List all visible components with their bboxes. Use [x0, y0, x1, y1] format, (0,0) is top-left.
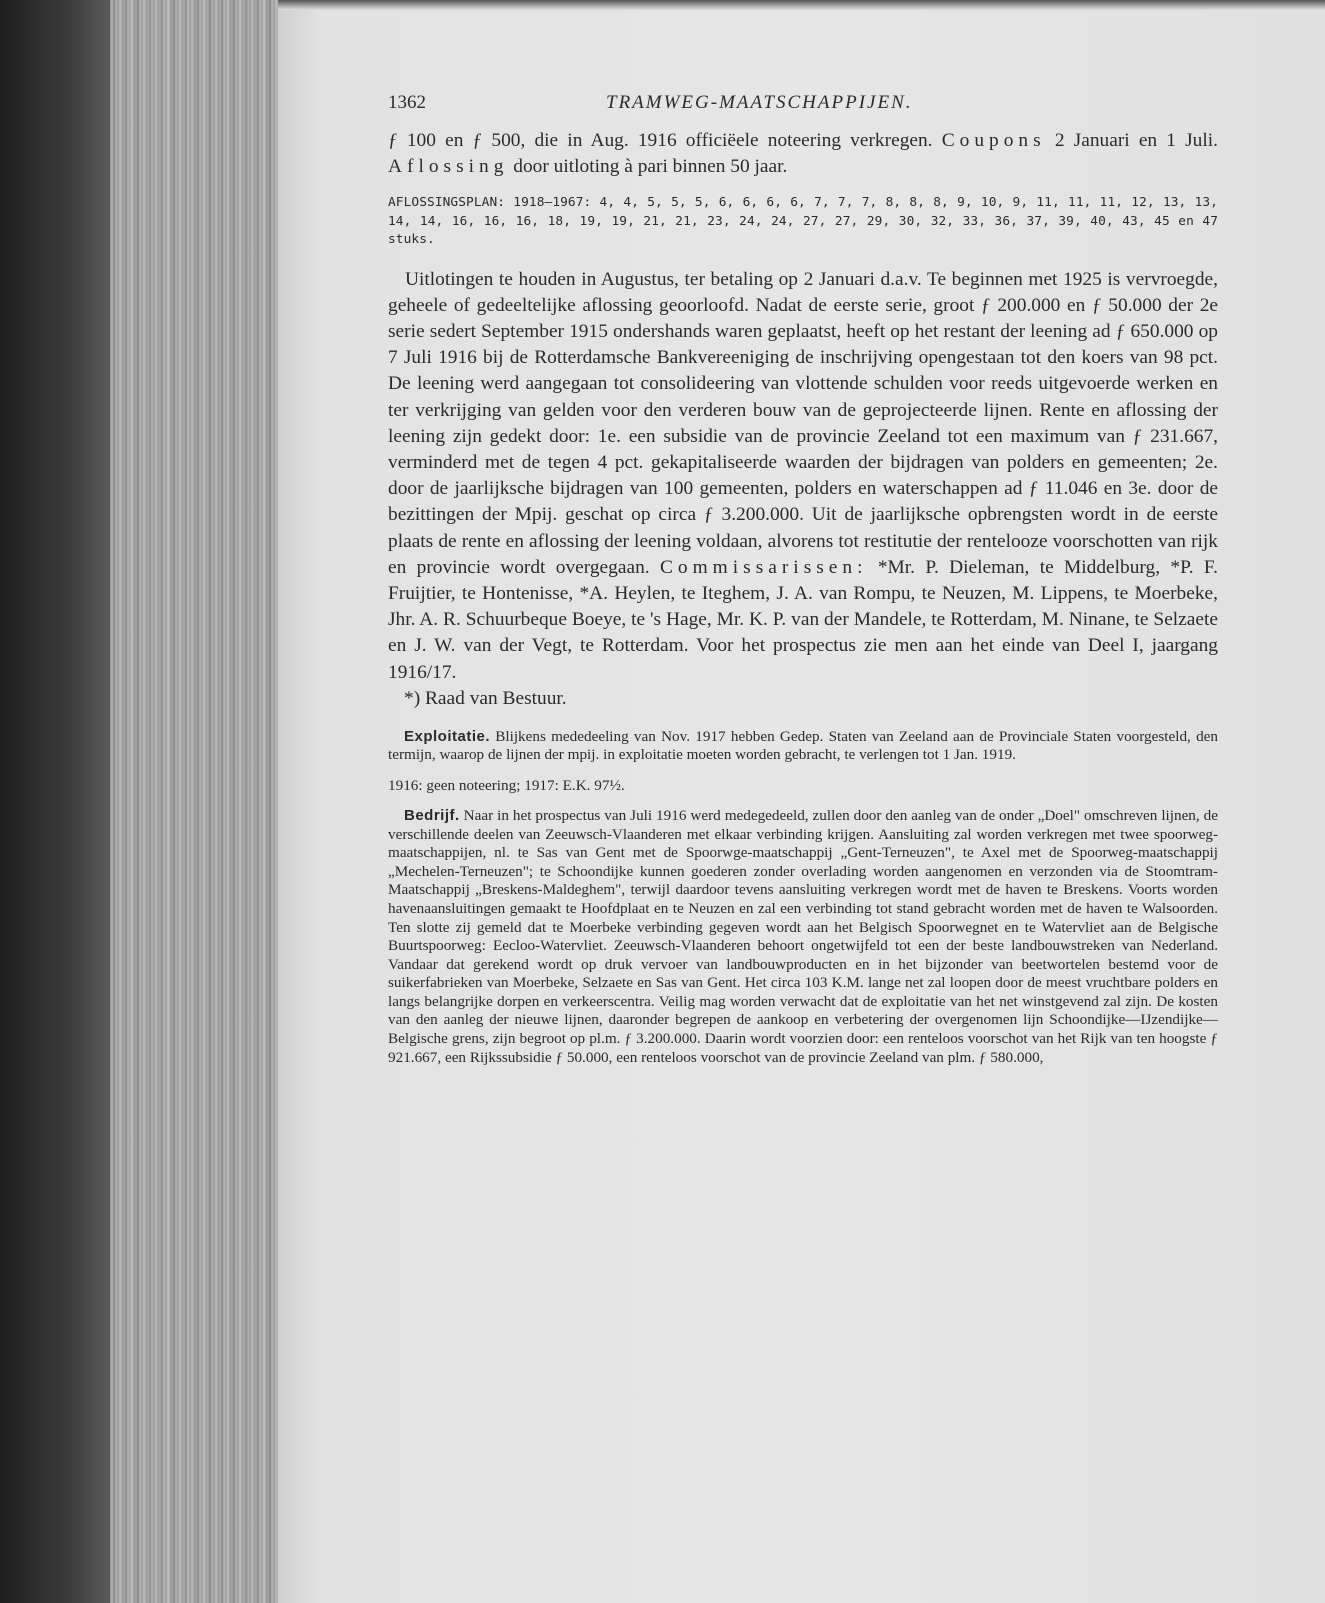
page-content	[388, 92, 1218, 1067]
intro-paragraph	[388, 128, 1218, 180]
bedrijf-title: Bedrijf.	[404, 806, 460, 824]
book-page	[278, 0, 1325, 1603]
aflossing-label: Aflossing	[388, 156, 509, 177]
intro-text-2: 2 Januari en 1 Juli.	[1054, 130, 1218, 151]
commissarissen-text: *Mr. P. Dieleman, te Middelburg, *P. F. Fruijtier, te Hontenisse, *A. Heylen, te Iteghem, J. A. van Rompu, te Neuzen, M. Lippens, te Moerbeke, Jhr. A. R. Schuurbeque Boeye, te 's Hage, Mr. K. P. van der Mandele, te Rotterdam, M. Ninane, te Selzaete en J. W. van der Vegt, te Rotterdam. Voor het prospectus zie men aan het einde van Deel I, jaargang 1916/17.	[388, 556, 1218, 683]
bedrijf-text: Naar in het prospectus van Juli 1916 werd medegedeeld, zullen door den aanleg van de onder „Doel" omschreven lijnen, de verschillende deelen van Zeeuwsch-Vlaanderen met elkaar verbinding krijgen. Aansluiting zal worden verkregen met twee spoorweg-maatschappijen, nl. te Sas van Gent met de Spoorwge-maatschappij „Gent-Terneuzen", te Axel met de Spoorweg-maatschappij „Mechelen-Terneuzen"; te Schoondijke kunnen goederen zonder overlading worden aangenomen en verzonden via de Stoomtram-Maatschappij „Breskens-Maldeghem", terwijl daardoor tevens aansluiting verkregen wordt met de haven te Breskens. Voorts worden havenaansluitingen gemaakt te Hoofdplaat en te Neuzen en zal een verbinding tot stand gebracht worden met de haven te Walsoorden. Ten slotte zij gemeld dat te Moerbeke verbinding gegeven wordt aan het Belgisch Spoorwegnet en te Watervliet aan de Belgische Buurtspoorweg: Eecloo-Watervliet. Zeeuwsch-Vlaanderen behoort ongetwijfeld tot een der beste landbouwstreken van Nederland. Vandaar dat gerekend wordt op druk vervoer van landbouwproducten en in het bijzonder van beetwortelen bestemd voor de suikerfabrieken van Moerbeke, Selzaete en Sas van Gent. Het circa 103 K.M. lange net zal loopen door de meest vruchtbare polders en langs belangrijke dorpen en verkeerscentra. Veilig mag worden verwacht dat de exploitatie van het net winstgevend zal zijn. De kosten van den aanleg der nieuwe lijnen, daaronder begrepen de aankoop en verbetering der overgenomen lijn Schoondijke—IJzendijke—Belgische grens, zijn begroot op pl.m. ƒ 3.200.000. Daarin wordt voorzien door: een renteloos voorschot van het Rijk van ten hoogste ƒ 921.667, een Rijkssubsidie ƒ 50.000, een renteloos voorschot van de provincie Zeeland van plm. ƒ 580.000,	[388, 806, 1218, 1066]
bedrijf-section	[388, 807, 1218, 1067]
footnote-raad-van-bestuur: *) Raad van Bestuur.	[404, 687, 567, 709]
page-edges	[110, 0, 280, 1603]
page-number: 1362	[388, 92, 426, 113]
exploitatie-text: Blijkens mededeeling van Nov. 1917 hebben Gedep. Staten van Zeeland aan de Provinciale Staten voorgesteld, den termijn, waarop de lijnen der mpij. in exploitatie moeten worden gebracht, te verlengen tot 1 Jan. 1919.	[388, 727, 1218, 764]
book-spine-shadow	[0, 0, 110, 1603]
intro-text-1: ƒ 100 en ƒ 500, die in Aug. 1916 officiëele noteering verkregen.	[388, 130, 933, 151]
running-head: TRAMWEG-MAATSCHAPPIJEN.	[606, 92, 913, 113]
coupons-label: Coupons	[941, 130, 1046, 151]
main-text: Uitlotingen te houden in Augustus, ter betaling op 2 Januari d.a.v. Te beginnen met 1925 is vervroegde, geheele of gedeeltelijke aflossing geoorloofd. Nadat de eerste serie, groot ƒ 200.000 en ƒ 50.000 der 2e serie sedert September 1915 ondershands waren geplaatst, heeft op het restant der leening ad ƒ 650.000 op 7 Juli 1916 bij de Rotterdamsche Bankvereeniging de inschrijving opengestaan tot den koers van 98 pct. De leening werd aangegaan tot consolideering van vlottende schulden voor reeds uitgevoerde werken en ter verkrijging van gelden voor den verderen bouw van de geprojecteerde lijnen. Rente en aflossing der leening zijn gedekt door: 1e. een subsidie van de provincie Zeeland tot een maximum van ƒ 231.667, verminderd met de tegen 4 pct. gekapitaliseerde waarden der bijdragen van polders en gemeenten; 2e. door de jaarlijksche bijdragen van 100 gemeenten, polders en waterschappen ad ƒ 11.046 en 3e. door de bezittingen der Mpij. geschat op circa ƒ 3.200.000. Uit de jaarlijksche opbrengsten wordt in de eerste plaats de rente en aflossing der leening voldaan, alvorens tot restitutie der rentelooze voorschotten van rijk en provincie wordt overgegaan.	[388, 268, 1218, 578]
exploitatie-section	[388, 728, 1218, 765]
page-header	[388, 92, 1218, 128]
noteering-line: 1916: geen noteering; 1917: E.K. 97½.	[388, 776, 625, 794]
commissarissen-label: Commissarissen:	[659, 556, 868, 578]
exploitatie-title: Exploitatie.	[404, 727, 491, 745]
aflossingsplan: AFLOSSINGSPLAN: 1918—1967: 4, 4, 5, 5, 5, 6, 6, 6, 6, 7, 7, 7, 8, 8, 8, 9, 10, 9, 11, 11, 11, 12, 13, 13, 14, 14, 16, 16, 16, 18, 19, 19, 21, 21, 23, 24, 24, 27, 27, 29, 30, 32, 33, 36, 37, 39, 40, 43, 45 en 47 stuks.	[388, 195, 1218, 247]
page-top-edge	[278, 0, 1325, 10]
main-paragraph	[388, 267, 1218, 686]
intro-text-3: door uitloting à pari binnen 50 jaar.	[513, 156, 788, 177]
